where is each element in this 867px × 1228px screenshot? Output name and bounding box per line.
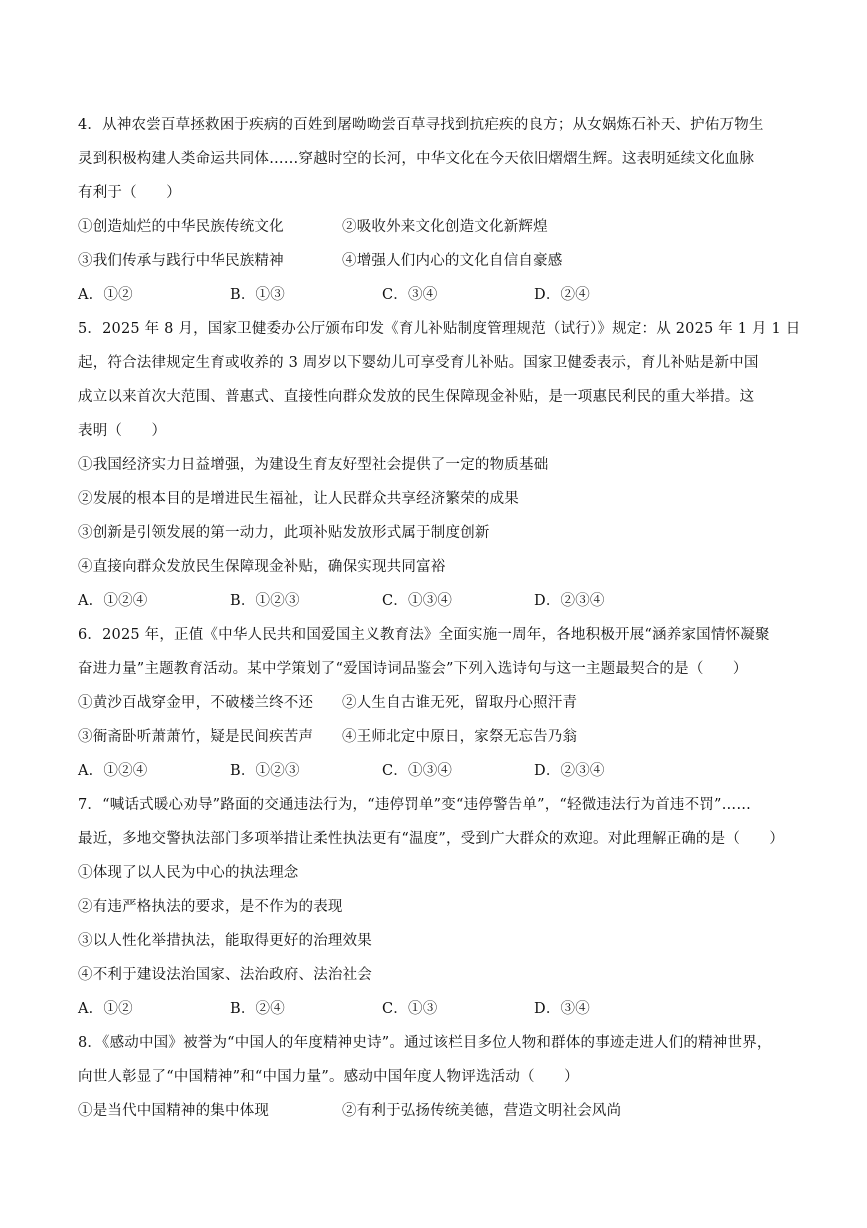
statement: ①创造灿烂的中华民族传统文化: [78, 219, 284, 235]
option-b[interactable]: B．①②③: [230, 593, 300, 609]
option-a[interactable]: A．①②④: [78, 763, 148, 779]
option-a[interactable]: A．①②: [78, 287, 133, 303]
question-stem: 成立以来首次大范围、普惠式、直接性向群众发放的民生保障现金补贴，是一项惠民利民的重大举措。这: [78, 389, 755, 405]
question-stem: 7．“喊话式暖心劝导”路面的交通违法行为，“违停罚单”变“违停警告单”，“轻微违法行为首违不罚”……: [78, 797, 752, 813]
statement: ④王师北定中原日，家祭无忘告乃翁: [342, 729, 578, 745]
statement: ③我们传承与践行中华民族精神: [78, 253, 284, 269]
question-stem: 表明（ ）: [78, 423, 167, 439]
question-4: [78, 108, 808, 312]
statement: ②有利于弘扬传统美德，营造文明社会风尚: [342, 1103, 622, 1119]
statement: ①黄沙百战穿金甲，不破楼兰终不还: [78, 695, 314, 711]
answer-options: [78, 584, 808, 618]
statement: ④不利于建设法治国家、法治政府、法治社会: [78, 967, 372, 983]
statement: ①我国经济实力日益增强，为建设生育友好型社会提供了一定的物质基础: [78, 457, 549, 473]
answer-options: [78, 992, 808, 1026]
question-stem: 6．2025 年，正值《中华人民共和国爱国主义教育法》全面实施一周年，各地积极开展“涵养家国情怀凝聚: [78, 627, 770, 643]
option-a[interactable]: A．①②④: [78, 593, 148, 609]
statement-row: [78, 1094, 808, 1128]
option-d[interactable]: D．②③④: [534, 763, 605, 779]
statement: ②人生自古谁无死，留取丹心照汗青: [342, 695, 578, 711]
option-c[interactable]: C．①③④: [382, 763, 453, 779]
statement: ④增强人们内心的文化自信自豪感: [342, 253, 563, 269]
option-d[interactable]: D．②③④: [534, 593, 605, 609]
option-c[interactable]: C．③④: [382, 287, 438, 303]
statement: ①体现了以人民为中心的执法理念: [78, 865, 299, 881]
statement: ②吸收外来文化创造文化新辉煌: [342, 219, 548, 235]
statement: ④直接向群众发放民生保障现金补贴，确保实现共同富裕: [78, 559, 446, 575]
option-a[interactable]: A．①②: [78, 1001, 133, 1017]
answer-options: [78, 754, 808, 788]
statement: ③以人性化举措执法，能取得更好的治理效果: [78, 933, 372, 949]
question-stem: 奋进力量”主题教育活动。某中学策划了“爱国诗词品鉴会”下列入选诗句与这一主题最契合的是（ ）: [78, 661, 748, 677]
question-stem: 有利于（ ）: [78, 185, 181, 201]
statement-row: [78, 210, 808, 244]
question-stem: 4．从神农尝百草拯救困于疾病的百姓到屠呦呦尝百草寻找到抗疟疾的良方；从女娲炼石补天、护佑万物生: [78, 117, 764, 133]
statement-row: [78, 720, 808, 754]
statement-row: [78, 244, 808, 278]
question-stem: 最近，多地交警执法部门多项举措让柔性执法更有“温度”，受到广大群众的欢迎。对此理解正确的是（ ）: [78, 831, 785, 847]
statement: ③衙斋卧听萧萧竹，疑是民间疾苦声: [78, 729, 314, 745]
question-stem: 5．2025 年 8 月，国家卫健委办公厅颁布印发《育儿补贴制度管理规范（试行）》规定：从 2025 年 1 月 1 日: [78, 321, 801, 337]
option-d[interactable]: D．③④: [534, 1001, 590, 1017]
answer-options: [78, 278, 808, 312]
question-stem: 灵到积极构建人类命运共同体……穿越时空的长河，中华文化在今天依旧熠熠生辉。这表明延续文化血脉: [78, 151, 755, 167]
statement: ②发展的根本目的是增进民生福祉，让人民群众共享经济繁荣的成果: [78, 491, 519, 507]
question-5: [78, 312, 808, 618]
option-b[interactable]: B．②④: [230, 1001, 285, 1017]
option-b[interactable]: B．①③: [230, 287, 285, 303]
statement: ①是当代中国精神的集中体现: [78, 1103, 270, 1119]
exam-page: [78, 108, 808, 1128]
question-6: [78, 618, 808, 788]
option-b[interactable]: B．①②③: [230, 763, 300, 779]
question-stem: 起，符合法律规定生育或收养的 3 周岁以下婴幼儿可享受育儿补贴。国家卫健委表示，育儿补贴是新中国: [78, 355, 759, 371]
option-d[interactable]: D．②④: [534, 287, 590, 303]
option-c[interactable]: C．①③④: [382, 593, 453, 609]
option-c[interactable]: C．①③: [382, 1001, 438, 1017]
statement-row: [78, 686, 808, 720]
question-stem: 向世人彰显了“中国精神”和“中国力量”。感动中国年度人物评选活动（ ）: [78, 1069, 579, 1085]
statement: ②有违严格执法的要求，是不作为的表现: [78, 899, 343, 915]
question-8: [78, 1026, 808, 1128]
statement: ③创新是引领发展的第一动力，此项补贴发放形式属于制度创新: [78, 525, 490, 541]
question-stem: 8．《感动中国》被誉为“中国人的年度精神史诗”。通过该栏目多位人物和群体的事迹走进人们的精神世界，: [78, 1035, 772, 1051]
question-7: [78, 788, 808, 1026]
